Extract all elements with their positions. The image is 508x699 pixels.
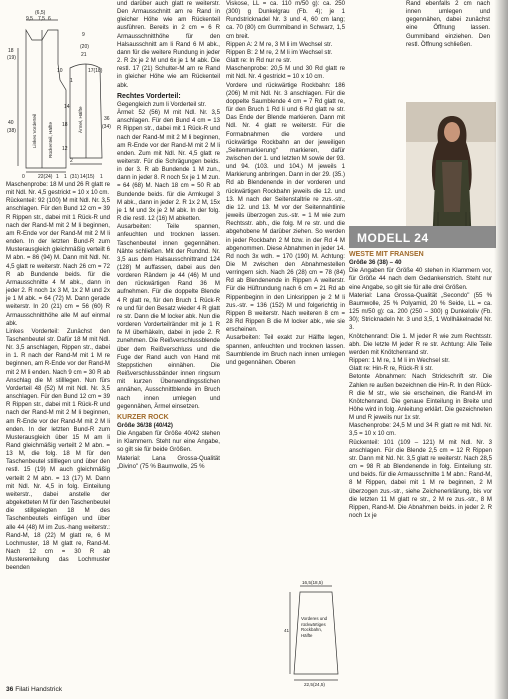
paragraph: Maschenprobe: 18 M und 26 R glatt re mit Ndl. Nr. 4,5 gestrickt = 10 x 10 cm. [6, 181, 110, 197]
diagram-label: (31) [70, 174, 79, 180]
model-photo [406, 102, 496, 245]
paragraph: Ausarbeiten: Teile spannen, anfeuchten und trocknen lassen. Taschenbeutel innen gegennähen. Nähte schließen. Mit der Rundnd. Nr. 3,5 aus dem Halsausschnittrand 124 (128) M auffassen, dabei aus den vorderen Rändern je 44 (46) M und den rückwärtigen Rand 36 M aufnehmen. Für die doppelte Blende 4 R glatt re, für den Bruch 1 Rück-R re und für den Besatz wieder 4 R glatt re str. Dann die M locker abk. Nun die vorderen Vorderteilränder mit je 1 R fe M überhäkeln, dabei in jede 2. R zunehmen. Die Reißverschlussblende über dem Reißverschluss und die Fuge der Rand auch von Hand mit Steppstichen einnähen. Die Reißverschlussbänder innen ringsum mit kurzen Überwendlingsstichen annähen, Ausschnittblende im Bruch nach innen umlegen und gegennähen, Ärmel einsetzen. [117, 223, 220, 410]
paragraph: Betonte Abnahmen: Nach Strickschrift str. Die Zahlen re außen bezeichnen die Hin-R. In den Rück-R die M str., wie sie erscheinen, die Rand-M im Knötchenrand. Die genaue Einteilung in Breite und Höhe wird in folg. Anleitung erklärt. Die gezeichneten M und R jeweils nur 1x str. [349, 373, 492, 422]
diagram-label: 1 [70, 78, 73, 84]
diagram-label: 7,5 [38, 16, 45, 22]
diagram-label: 40 [8, 120, 14, 126]
diagram-label: 1 [56, 174, 59, 180]
paragraph: Material: Lana Grossa-Qualität „Divino" (75 % Baumwolle, 25 % [117, 454, 220, 470]
diagram-label: 9,5 [26, 16, 33, 22]
diagram-label: 22(24) [38, 174, 53, 180]
diagram-label: 14 [64, 104, 70, 110]
paragraph: Ärmel: 52 (56) M mit Ndl. Nr. 3,5 anschlagen. Für den Bund 4 cm = 13 R Rippen str., dabei mit 1 Rück-R und nach der Rand-M mit 2 M li beginnen, am R-Ende vor der Rand-M mit 2 M li enden. Zum mit Ndl. Nr. 4,5 glatt re weiterstr. Für die Schrägungen beids. in der 3. R ab Bundende 1 M zun., dann in jeder 8. R noch 5x je 1 M zun. = 64 (68) M. Nach 18 cm = 50 R ab Bundende beids. für die Armkugel 3 M abk., dann in jeder 2. R 1x 2 M, 15x je 1 M und 3x je 2 M abk. In der folg. R die restl. 12 (16) M abketten. [117, 109, 220, 223]
paragraph: Rückenteil: 92 (100) M mit Ndl. Nr. 3,5 anschlagen. Für den Bund 12 cm = 39 R Rippen str., dabei mit 1 Rück-R und nach der Rand-M mit 2 M li beginnen, am R-Ende vor der Rand-M mit 2 M li enden. In der letzten Bund-R zum Musterausgleich gleichmäßig verteilt 6 M abn. = 86 (94) M. Dann mit Ndl. Nr. 4,5 glatt re weiterstr. Nach 26 cm = 72 R ab Bundende beids. für die Armausschnitte 4 M abk., dann in jeder 2. R noch 1x 3 M, 1x 2 M und 2x je 1 M abk. = 64 (72) M. Dann gerade weiterstr. In 20 (21) cm = 56 (60) R Armausschnitthöhe alle M auf einmal abk. [6, 197, 110, 327]
paragraph: Viskose, LL = ca. 110 m/50 g): ca. 250 (300) g Dunkelgrau (Fb. 4); je 1 Rundstricknadel Nr. 3 und 4, 60 cm lang; ca. 70 (80) cm Gummiband in Schwarz, 1,5 cm breit. [226, 0, 345, 40]
diagram-label: (19) [7, 55, 16, 61]
paragraph: Material: Lana Grossa-Qualität „Secondo" (55 % Baumwolle, 25 % Polyamid, 20 % Seide, LL = ca. 125 m/50 g): ca. 200 (250 – 300) g Dunkeloliv (Fb. 30); Stricknadeln Nr. 3 und 3,5, 1 Wollhäkelnadel Nr. 3. [349, 291, 492, 332]
diagram-label: 0 [22, 174, 25, 180]
paragraph: Die Angaben für Größe 40/42 stehen in Klammern. Steht nur eine Angabe, so gilt sie für beide Größen. [117, 430, 220, 454]
paragraph: Glatt re: Hin-R re, Rück-R li str. [349, 365, 433, 373]
paragraph: Die Angaben für Größe 40 stehen in Klammern vor, für Größe 44 nach dem Gedankenstrich. Steht nur eine Angabe, so gilt sie für alle drei Größen. [349, 267, 492, 291]
diagram-label: 12 [62, 146, 68, 152]
text-column-2 [117, 0, 220, 688]
page-number: 36 [6, 686, 14, 693]
page-footer [6, 686, 62, 693]
section-title: WESTE MIT FRANSEN [349, 251, 424, 258]
paragraph: Maschenprobe: 20,5 M und 30 Rd glatt re mit Ndl. Nr. 4 gestrickt = 10 x 10 cm. [226, 65, 345, 81]
text-column-4 [406, 0, 490, 100]
diagram-label: 9 [82, 32, 85, 38]
diagram-label: 22,5(24,5) [304, 682, 325, 687]
diagram-label: 41 [284, 628, 290, 633]
jacket-schematic-diagram [4, 8, 112, 180]
diagram-label: 10 [57, 68, 63, 74]
paragraph: Rippen A: 2 M re, 3 M li im Wechsel str. [226, 40, 333, 48]
diagram-label: (34) [102, 124, 111, 130]
paragraph: Rippen: 1 M re, 1 M li im Wechsel str. [349, 357, 450, 365]
diagram-label: Rückenteil, Hälfte [48, 121, 53, 158]
paragraph: Vordere und rückwärtige Rockbahn: 186 (206) M mit Ndl. Nr. 3 anschlagen. Für die doppelte Saumblende 4 cm = 7 Rd glatt re, für den Bruch 1 Rd li und 6 Rd glatt re str. Das Ende der Blende markieren. Dann mit Ndl. Nr. 4 glatt re weiterstr. Für die Formabnahmen die vordere und rückwärtige Rockbahn an der jeweiligen „Seitenmarkierung" markieren, dafür zwischen der 1. und letzten M sowie der 93. und 94. (103. und 104.) M jeweils 1 Markierung anbringen. Dann in der 29. (35.) Rd ab Blendenende in der vorderen und rückwärtigen Rockbahn jeweils die 12. und 13. M nach der Seitenstaltrie re zus.-str., die 12. und 13. M vor der Seitennahtlinie jeweils überzogen zus.-str. = 1 M wie zum Rechtsstr. abh., die folg. M re str. und die abgehobene M darüber ziehen. So werden in jeder Rockbahn 2 M bzw. in der Rd 4 M abgenommen. Diese Abnahmen in jeder 14. Rd noch 3x wdh. = 170 (190) M. Achtung: Die M zwischen den Abnahmestellen verringern sich. Nach 26 (28) cm = 78 (84) Rd ab Blendenende in Rippen A weiterstr. Für die Hüftrundung nach 6 cm = 21 Rd ab Rippenbeginn in den Linksrippen je 2 M li zus.-str. = 136 (152) M und folgerichtig in Rippen B weiterstr. Nach weiteren 8 cm = 28 Rd Rippen B die M locker abk., wie sie erscheinen. [226, 81, 345, 334]
diagram-label: 2 [70, 158, 73, 164]
paragraph: Rückenteil: 101 (109 – 121) M mit Ndl. Nr. 3 anschlagen. Für die Blende 2,5 cm = 12 R Rippen str. Dann mit Nd. Nr. 3,5 glatt re weiterstr. Nach 28,5 cm = 98 R ab Blendenende in folg. Einteilung str. und beids. für die Armausschnitte 1 M abn.: Rand-M, 8 M Rippen, dabei mit 1 M re beginnen, 2 M überzogen zus.-str., siehe Zeichenerklärung, bis vor die letzten 11 M glatt re str., 2 M re zus.-str., 8 M Rippen, Rand-M. Die Abnahmen beids. in jeder 2. R noch 1x je [349, 438, 492, 519]
page-gutter-shadow [494, 0, 508, 699]
diagram-label: Linkes Vorderteil [32, 114, 37, 148]
diagram-label: (38) [7, 128, 16, 134]
model-number-banner [349, 226, 496, 248]
section-heading: Rechtes Vorderteil: [117, 92, 181, 100]
paragraph: Knötchenrand: Die 1. M jeder R wie zum Rechtsstr. abh. Die letzte M jeder R re str. Achtung: Alle Teile werden mit Knötchenrand str. [349, 332, 492, 356]
paragraph: und darüber auch glatt re weiterstr. Den Armausschnitt am re Rand in gleicher Höhe wie am Rückenteil ausführen. Bereits in 2 cm = 6 R Armausschnitthöhe für den Halsausschnitt am li Rand 6 M abk., dann für die weitere Rundung in jeder 2. R 2x je 2 M und 6x je 1 M abk. Die restl. 17 (21) Schulter-M am re Rand in gleicher Höhe wie am Rückenteil abk. [117, 0, 220, 89]
paragraph: Gegengleich zum li Vorderteil str. [117, 100, 207, 108]
paragraph: Ausarbeiten: Teil exakt zur Hälfte legen, spannen, anfeuchten und trocknen lassen. Saumblende im Bruch nach innen umlegen und gegennähen. Oberen [226, 334, 345, 366]
diagram-label: (20) [80, 44, 89, 50]
diagram-label: 36 [104, 116, 110, 122]
publication-name: Filati Handstrick [15, 686, 63, 693]
text-column-1 [6, 181, 110, 681]
diagram-label: 16,5(18,5) [302, 580, 323, 585]
diagram-label: 1 [100, 174, 103, 180]
diagram-label: 17(18) [88, 68, 103, 74]
paragraph: Glatt re: In Rd nur re str. [226, 57, 292, 65]
diagram-label: 1 [64, 174, 67, 180]
text-column-5 [349, 251, 492, 691]
section-title: KURZER ROCK [117, 413, 169, 421]
diagram-label: 18 [8, 48, 14, 54]
diagram-label: 21 [81, 52, 87, 58]
paragraph: Linkes Vorderteil: Zunächst den Taschenbeutel str. Dafür 18 M mit Ndl. Nr. 3,5 anschlagen, Rippen str., dabei in 1. R nach der Rand-M mit 1 M re beginnen, am R-Ende vor der Rand-M mit 2 M li enden. Nach 9 cm = 30 R ab Anschlag die M stilllegen. Nun fürs Vorderteil 48 (52) M mit Ndl. Nr. 3,5 anschlagen. Für den Bund 12 cm = 39 R Rippen str., dabei mit 1 Rück-R und nach der Rand-M mit 2 M li beginnen, am R-Ende vor der Rand-M mit 2 M li enden. In der letzten Bund-R zum Musterausgleich über 15 M am li Rand gleichmäßig verteilt 2 M abn. = 13 M, die folg. 18 M für den Taschenbeutel stilllegen und über den restl. 15 (19) M auch gleichmäßig verteilt 2 M abn. = 13 (17) M. Dann mit Ndl. Nr. 4,5 in folg. Einteilung weiterstr., dabei anstelle der abgeketteten M für den Taschenbeutel die stillgelegten 18 M des Taschenbeutels einfügen und über alle 44 (48) M im Zus.-hang weiterstr.: Rand-M, 18 (22) M glatt re, 6 M Lochmuster, 18 M glatt re, Rand-M. Nach 12 cm = 30 R ab Musterenteilung das Lochmuster beenden [6, 327, 110, 572]
size-heading: Größe 36 (38) – 40 [349, 259, 402, 267]
paragraph: Rand ebenfalls 2 cm nach innen umlegen und gegennähen, dabei zunächst eine Öffnung lassen. Gummiband einziehen. Den restl. Öffnung schließen. [406, 0, 490, 48]
diagram-label: Ärmel, Hälfte [78, 106, 83, 133]
size-heading: Größe 36/38 (40/42) [117, 421, 173, 429]
diagram-label: 18 [62, 122, 68, 128]
model-number-label: MODELL 24 [357, 231, 429, 245]
diagram-label: 14(15) [80, 174, 95, 180]
diagram-label: (6,5) [35, 10, 46, 16]
paragraph: Rippen B: 2 M re, 2 M li im Wechsel str. [226, 48, 333, 56]
model-image [406, 102, 496, 245]
diagram-label: 6 [48, 16, 51, 22]
paragraph: Maschenprobe: 24,5 M und 34 R glatt re mit Ndl. Nr. 3,5 = 10 x 10 cm. [349, 422, 492, 438]
diagram-center-label: Vorderes und rückwärtiges Rockbahn, Hälfte [301, 616, 328, 638]
skirt-schematic-diagram [286, 580, 346, 688]
